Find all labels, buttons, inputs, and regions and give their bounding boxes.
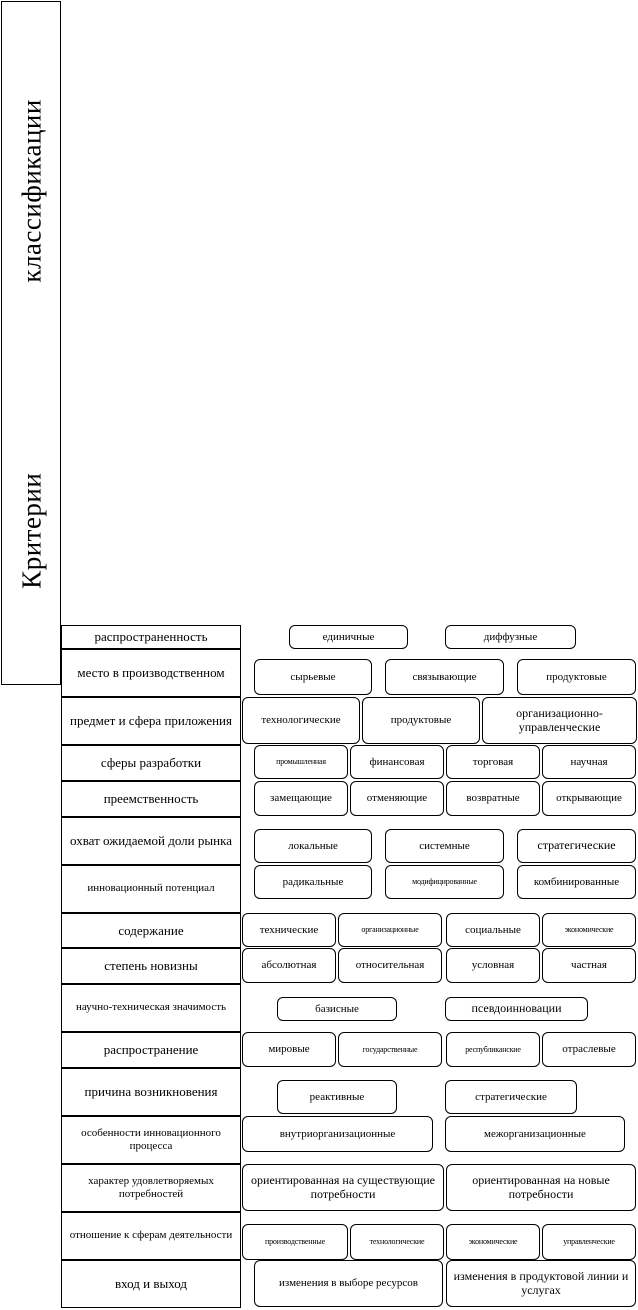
value-new-needs: ориентированная на новые потребности	[446, 1164, 636, 1211]
title-word-criteria: Критерии	[16, 472, 47, 589]
criterion-spread: распространенность	[61, 625, 241, 649]
value-social: социальные	[446, 913, 540, 947]
criterion-production-place: место в производственном	[61, 649, 241, 697]
value-technological-2: технологические	[350, 1224, 444, 1260]
criterion-continuity: преемственность	[61, 781, 241, 817]
value-conditional: условная	[446, 948, 540, 983]
value-republican: республиканские	[446, 1032, 540, 1067]
value-pseudo-innovations: псевдоинновации	[445, 997, 588, 1021]
value-product-2: продуктовые	[362, 697, 480, 744]
value-product-line: изменения в продуктовой линии и услугах	[446, 1260, 636, 1307]
criterion-content: содержание	[61, 913, 241, 948]
value-strategic: стратегические	[517, 829, 636, 863]
value-resource-choice: изменения в выборе ресурсов	[254, 1260, 443, 1307]
criterion-activity-spheres: отношение к сферам деятельности	[61, 1212, 241, 1260]
value-single: единичные	[289, 625, 408, 649]
criterion-innovation-potential: инновационный потенциал	[61, 865, 241, 913]
criterion-sci-tech-significance: научно-техническая значимость	[61, 984, 241, 1032]
value-modified: модифицированные	[385, 865, 504, 899]
criterion-input-output: вход и выход	[61, 1260, 241, 1308]
value-intra-organizational: внутриорганизационные	[242, 1116, 433, 1152]
value-trade: торговая	[446, 745, 540, 779]
value-state: государственные	[338, 1032, 442, 1067]
value-replacing: замещающие	[254, 781, 348, 816]
value-absolute: абсолютная	[242, 948, 336, 983]
value-returning: возвратные	[446, 781, 540, 816]
value-managerial: управленческие	[542, 1224, 636, 1260]
value-cancelling: отменяющие	[350, 781, 444, 816]
value-productive: производственные	[242, 1224, 348, 1260]
criterion-cause: причина возникновения	[61, 1068, 241, 1116]
value-industry: отраслевые	[542, 1032, 636, 1067]
value-org-management: организационно-управленческие	[482, 697, 637, 744]
value-strategic-2: стратегические	[445, 1080, 577, 1114]
value-reactive: реактивные	[277, 1080, 397, 1114]
value-partial: частная	[542, 948, 636, 983]
value-economic: экономические	[542, 913, 636, 947]
value-organizational: организационные	[338, 913, 442, 947]
title-word-classification: классификации	[16, 99, 47, 283]
value-inter-organizational: межорганизационные	[445, 1116, 625, 1152]
value-systemic: системные	[385, 829, 504, 863]
value-economic-2: экономические	[446, 1224, 540, 1260]
value-local: локальные	[254, 829, 372, 863]
value-radical: радикальные	[254, 865, 372, 899]
criterion-development-sphere: сферы разработки	[61, 745, 241, 781]
value-raw: сырьевые	[254, 659, 372, 695]
criteria-title-box	[1, 1, 61, 685]
value-existing-needs: ориентированная на существующие потребности	[242, 1164, 444, 1211]
criterion-process-features: особенности инновационного процесса	[61, 1116, 241, 1164]
criterion-needs-character: характер удовлетворяемых потребностей	[61, 1164, 241, 1212]
value-combined: комбинированные	[517, 865, 636, 899]
criterion-market-share: охват ожидаемой доли рынка	[61, 817, 241, 865]
criterion-subject-scope: предмет и сфера приложения	[61, 697, 241, 745]
value-industrial: промышленная	[254, 745, 348, 779]
value-linking: связывающие	[385, 659, 504, 695]
value-diffuse: диффузные	[445, 625, 576, 649]
criteria-title	[17, 99, 48, 589]
value-technical: технические	[242, 913, 336, 947]
value-opening: открывающие	[542, 781, 636, 816]
value-relative: относительная	[338, 948, 442, 983]
criterion-distribution: распространение	[61, 1032, 241, 1068]
criterion-novelty: степень новизны	[61, 948, 241, 984]
value-technological: технологические	[242, 697, 360, 744]
value-product: продуктовые	[517, 659, 636, 695]
value-financial: финансовая	[350, 745, 444, 779]
value-scientific: научная	[542, 745, 636, 779]
value-world: мировые	[242, 1032, 336, 1067]
value-basic: базисные	[277, 997, 397, 1021]
